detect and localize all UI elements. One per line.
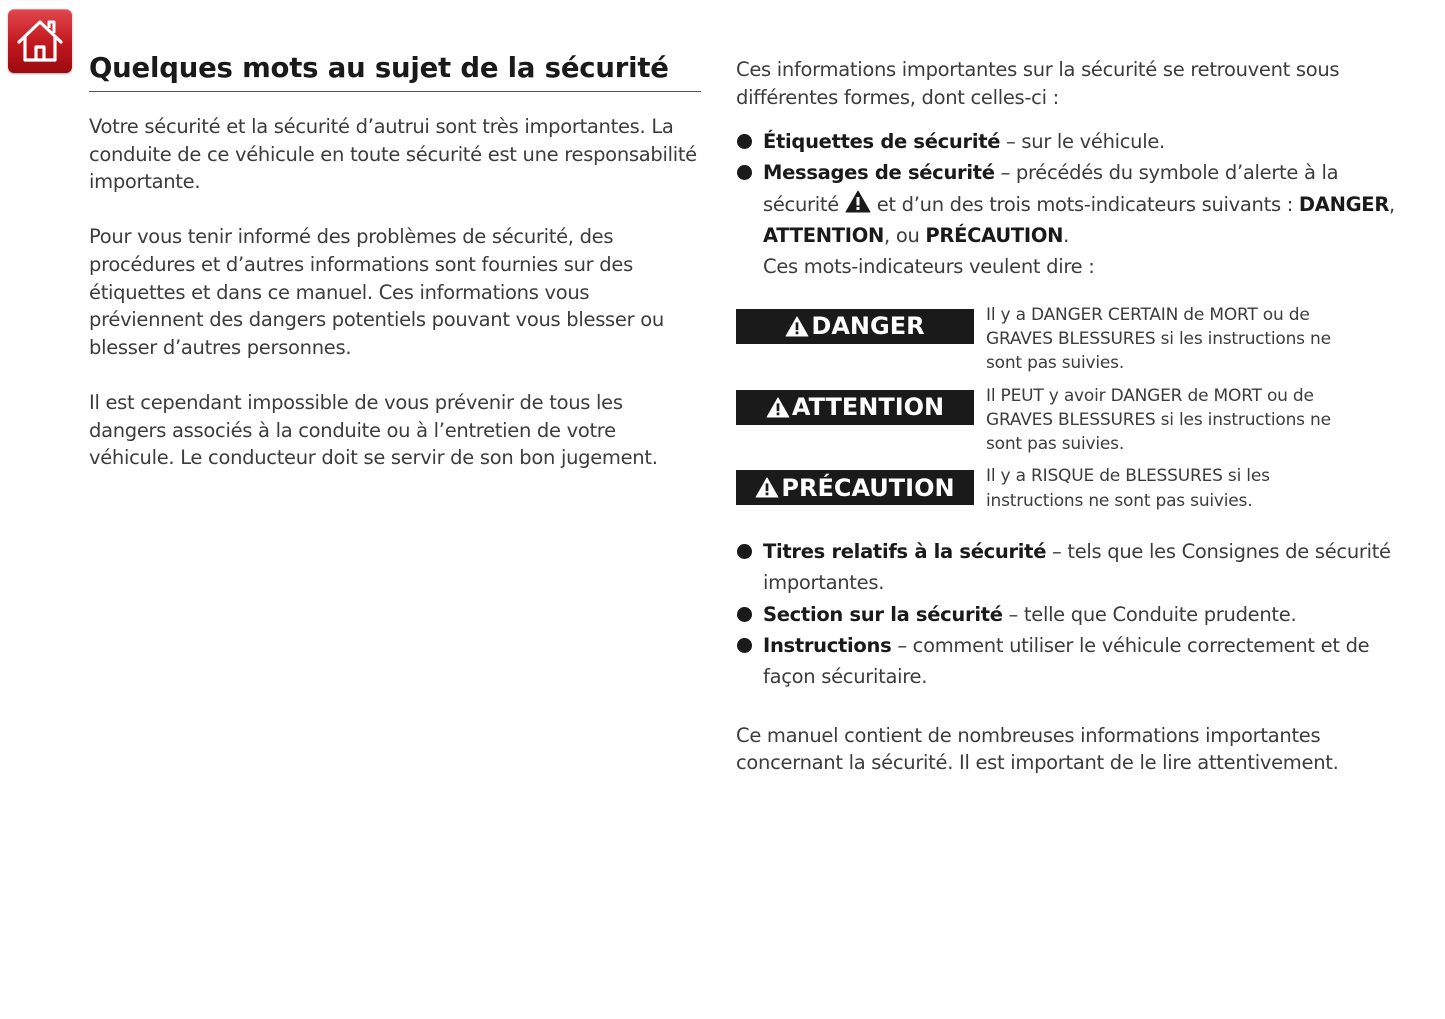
bullet-term: Section sur la sécurité	[763, 602, 1003, 626]
alert-triangle-icon	[766, 397, 790, 418]
signal-word-precaution: PRÉCAUTION	[925, 224, 1064, 248]
bullet-text: et d’un des trois mots-indicateurs suivants :	[870, 192, 1299, 216]
list-item	[736, 157, 1396, 282]
signal-row-precaution	[736, 466, 1396, 513]
bullet-term: Étiquettes de sécurité	[763, 130, 1001, 154]
bullet-text: – tels que les Consignes de sécurité importantes.	[763, 540, 1391, 595]
intro-paragraph: Ces informations importantes sur la sécurité se retrouvent sous différentes formes, dont celles-ci :	[736, 58, 1340, 109]
bullet-text: – comment utiliser le véhicule correctement et de façon sécuritaire.	[763, 633, 1370, 689]
home-button[interactable]	[8, 9, 72, 73]
attention-description: Il PEUT y avoir DANGER de MORT ou de GRAVES BLESSURES si les instructions ne sont pas suivies.	[986, 385, 1331, 455]
bullet-icon	[737, 638, 752, 653]
page-title: Quelques mots au sujet de la sécurité	[89, 52, 701, 92]
danger-label-text: DANGER	[811, 312, 925, 341]
precaution-label-text: PRÉCAUTION	[781, 473, 955, 502]
paragraph-judgement: Il est cependant impossible de vous prévenir de tous les dangers associés à la conduite ou à l’entretien de votre véhicule. Le conducteur doit se servir de son bon jugement.	[89, 390, 658, 470]
alert-triangle-icon	[785, 316, 809, 337]
bullet-icon	[737, 607, 752, 622]
precaution-description: Il y a RISQUE de BLESSURES si les instructions ne sont pas suivies.	[986, 466, 1270, 511]
bullet-icon	[737, 134, 752, 149]
safety-alert-icon	[845, 190, 871, 213]
bullet-icon	[737, 165, 752, 180]
signal-words-table	[736, 304, 1396, 513]
alert-triangle-icon	[755, 477, 779, 498]
attention-label	[736, 390, 974, 425]
signal-row-attention	[736, 385, 1396, 457]
safety-sections-list	[736, 536, 1396, 692]
bullet-text: – précédés du symbole d’alerte à la sécurité	[763, 161, 1339, 216]
danger-description: Il y a DANGER CERTAIN de MORT ou de GRAVES BLESSURES si les instructions ne sont pas suivies.	[986, 304, 1331, 374]
list-item	[736, 630, 1396, 693]
attention-label-text: ATTENTION	[791, 393, 945, 422]
separator: , ou	[884, 224, 926, 248]
signal-row-danger	[736, 304, 1396, 376]
paragraph-importance: Votre sécurité et la sécurité d’autrui sont très importantes. La conduite de ce véhicule en toute sécurité est une responsabilité importante.	[89, 115, 697, 194]
bullet-text: – telle que Conduite prudente.	[1002, 602, 1297, 626]
right-column	[736, 56, 1396, 777]
danger-label	[736, 309, 974, 344]
signal-word-attention: ATTENTION	[763, 224, 885, 248]
closing-paragraph: Ce manuel contient de nombreuses informations importantes concernant la sécurité. Il est important de le lire attentivement.	[736, 723, 1339, 775]
safety-forms-list	[736, 126, 1396, 282]
separator: ,	[1389, 192, 1395, 216]
bullet-term: Messages de sécurité	[763, 161, 995, 185]
bullet-term: Titres relatifs à la sécurité	[763, 540, 1047, 564]
signal-words-meaning: Ces mots-indicateurs veulent dire :	[763, 255, 1095, 279]
precaution-label	[736, 470, 974, 505]
left-column	[89, 52, 701, 472]
bullet-term: Instructions	[763, 633, 892, 657]
paragraph-information: Pour vous tenir informé des problèmes de sécurité, des procédures et d’autres informations sont fournies sur des étiquettes et dans ce manuel. Ces informations vous préviennent des dangers potentiels pouvant vous blesser ou blesser d’autres personnes.	[89, 225, 664, 359]
bullet-icon	[737, 544, 752, 559]
home-icon	[15, 18, 65, 64]
list-item	[736, 126, 1396, 157]
list-item	[736, 599, 1396, 630]
list-item	[736, 536, 1396, 599]
bullet-text: – sur le véhicule.	[1000, 130, 1165, 154]
signal-word-danger: DANGER	[1298, 192, 1390, 216]
separator: .	[1063, 224, 1070, 248]
